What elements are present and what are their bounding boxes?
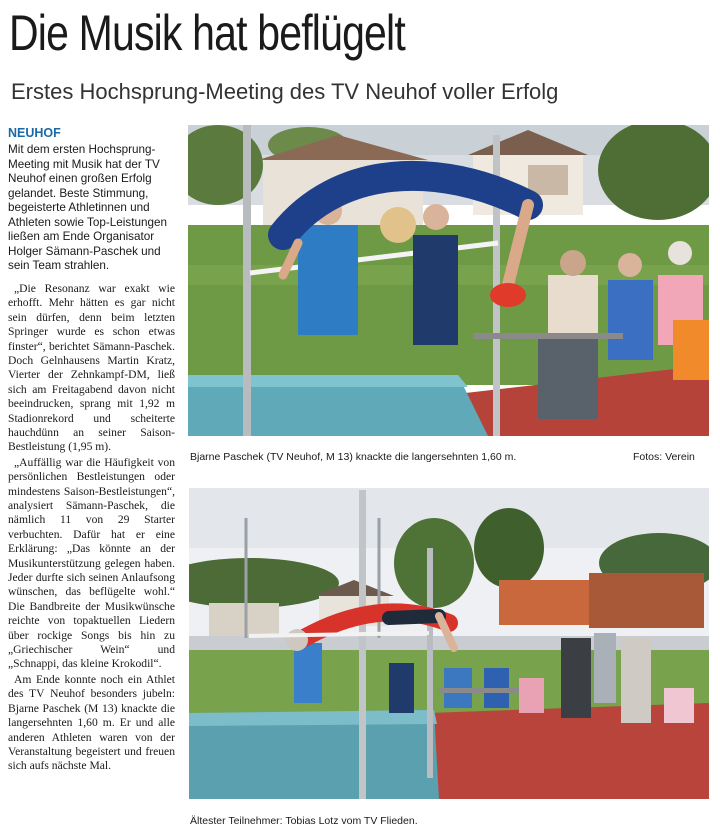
headline: Die Musik hat beflügelt <box>9 5 405 61</box>
lead-paragraph: Mit dem ersten Hochsprung-Meeting mit Musik hat der TV Neuhof einen großen Erfolg gelandet. Beste Stimmung, begeisterte Athletinnen und Athleten sowie Top-Leistungen ließen am Ende Organisator Holger Sämann-Paschek und sein Team strahlen. <box>8 143 167 273</box>
photo-1-caption: Bjarne Paschek (TV Neuhof, M 13) knackte die langersehnten 1,60 m. <box>190 451 517 463</box>
article-text-column <box>8 126 175 775</box>
body-paragraph-3: Am Ende konnte noch ein Athlet des TV Neuhof besonders jubeln: Bjarne Paschek (M 13) knackte die langersehnten 1,60 m. Er und alle anderen Athleten waren von der Veranstaltung begeistert und freuen sich aufs nächste Mal. <box>8 672 175 773</box>
photo-high-jump-bjarne <box>188 125 709 436</box>
dateline: NEUHOF <box>8 126 61 140</box>
body-paragraph-1: „Die Resonanz war exakt wie erhofft. Mehr hätten es gar nicht sein dürfen, denn beim letzten Springer wurde es schon etwas finster“, berichtet Sämann-Paschek. Doch Gelnhausens Martin Kratz, Vierter der Zehnkampf-DM, ließ sich am Freitagabend davon nicht beeindrucken, sprang mit 1,92 m Stadionrekord und scheiterte hauchdünn an seiner Saison-Bestleistung (1,95 m). <box>8 281 175 454</box>
photo-2-caption: Ältester Teilnehmer: Tobias Lotz vom TV Flieden. <box>190 815 418 827</box>
subheadline: Erstes Hochsprung-Meeting des TV Neuhof voller Erfolg <box>11 79 559 104</box>
body-paragraph-2: „Auffällig war die Häufigkeit von persönlichen Bestleistungen oder mindestens Saison-Bestleistungen“, analysiert Sämann-Paschek, die nämlich 11 von 29 Starter verbuchten. Dafür hat er eine Erklärung: „Das könnte an der Musikunterstützung gelegen haben. Jeder durfte sich seinen Anlaufsong wünschen, das beflügelte wohl.“ Die Bandbreite der Musikwünsche reichte von topaktuellen Liedern über rockige Songs bis hin zu „Griechischer Wein“ und „Schnappi, das kleine Krokodil“. <box>8 455 175 671</box>
photo-credit: Fotos: Verein <box>633 451 695 463</box>
photo-high-jump-tobias <box>189 488 709 799</box>
